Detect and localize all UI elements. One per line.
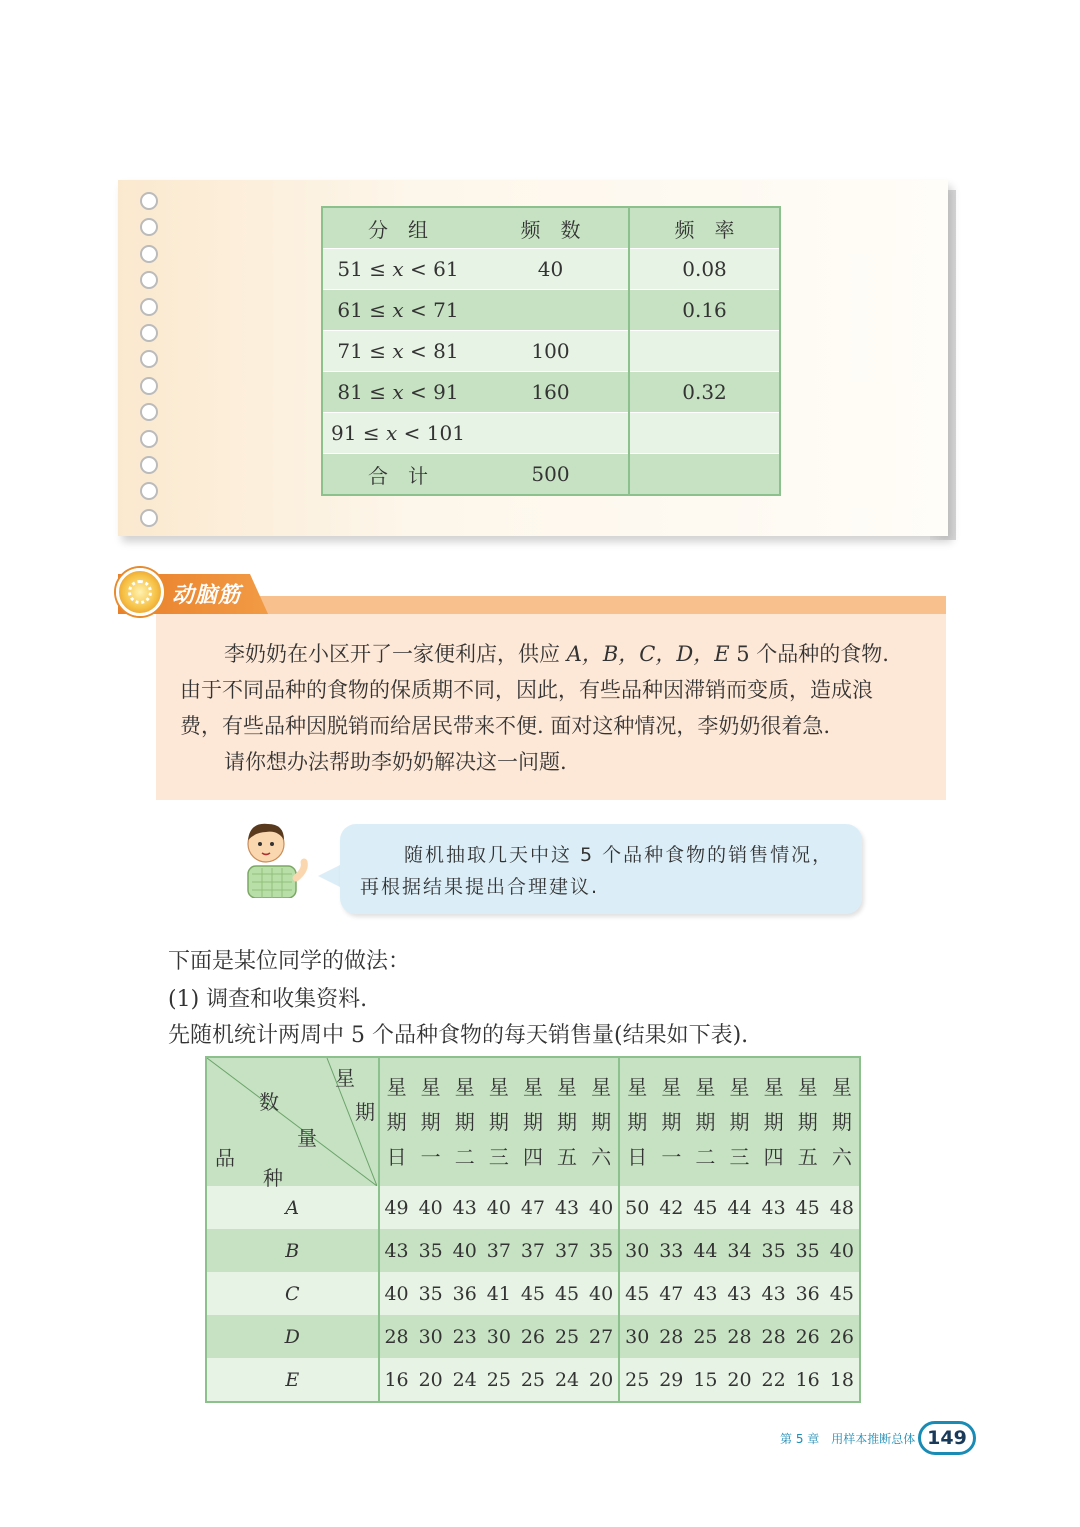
day-header: 星 期 四	[757, 1057, 791, 1186]
sales-value-cell: 15	[688, 1358, 722, 1402]
boy-illustration	[236, 816, 310, 898]
sales-value-cell: 18	[825, 1358, 860, 1402]
count-cell: 100	[473, 331, 629, 372]
day-header: 星 期 二	[448, 1057, 482, 1186]
notebook-ring	[140, 245, 158, 263]
frequency-table	[321, 206, 781, 496]
sales-value-cell: 22	[757, 1358, 791, 1402]
day-header: 星 期 六	[584, 1057, 619, 1186]
day-header: 星 期 日	[379, 1057, 414, 1186]
group-cell: 81 ≤ x < 91	[322, 372, 473, 413]
count-cell	[473, 413, 629, 454]
sales-value-cell: 30	[619, 1315, 654, 1358]
sales-value-cell: 47	[516, 1186, 550, 1229]
sales-value-cell: 36	[448, 1272, 482, 1315]
think-line-1-tail: 5 个品种的食物.	[736, 642, 889, 666]
sales-value-cell: 40	[482, 1186, 516, 1229]
think-vars: A，B，C，D，E	[566, 642, 730, 666]
sales-value-cell: 26	[516, 1315, 550, 1358]
table-row	[322, 413, 780, 454]
sales-value-cell: 20	[722, 1358, 756, 1402]
header-group: 分 组	[322, 207, 473, 249]
sales-value-cell: 42	[654, 1186, 688, 1229]
day-header: 星 期 日	[619, 1057, 654, 1186]
sales-value-cell: 35	[791, 1229, 825, 1272]
sales-value-cell: 24	[550, 1358, 584, 1402]
chapter-footer: 第 5 章 用样本推断总体	[780, 1432, 916, 1446]
sales-value-cell: 28	[757, 1315, 791, 1358]
notebook-ring	[140, 456, 158, 474]
count-cell	[473, 290, 629, 331]
day-header: 星 期 四	[516, 1057, 550, 1186]
notebook-ring	[140, 430, 158, 448]
rate-cell: 0.08	[629, 249, 780, 290]
sales-table	[205, 1056, 861, 1403]
group-cell: 51 ≤ x < 61	[322, 249, 473, 290]
day-header: 星 期 一	[654, 1057, 688, 1186]
sales-value-cell: 30	[619, 1229, 654, 1272]
bubble-line-2: 再根据结果提出合理建议.	[360, 876, 600, 898]
group-cell: 61 ≤ x < 71	[322, 290, 473, 331]
sales-value-cell: 47	[654, 1272, 688, 1315]
table-row	[206, 1229, 860, 1272]
think-line-4: 请你想办法帮助李奶奶解决这一问题.	[224, 750, 567, 774]
notebook-ring	[140, 377, 158, 395]
sales-value-cell: 48	[825, 1186, 860, 1229]
body-line-1: 下面是某位同学的做法：	[168, 949, 411, 974]
sales-value-cell: 35	[757, 1229, 791, 1272]
sales-value-cell: 28	[722, 1315, 756, 1358]
table-row	[322, 372, 780, 413]
sales-value-cell: 25	[516, 1358, 550, 1402]
sales-value-cell: 37	[550, 1229, 584, 1272]
rate-cell: 0.16	[629, 290, 780, 331]
day-header: 星 期 三	[482, 1057, 516, 1186]
notebook-ring	[140, 192, 158, 210]
product-name-cell: C	[206, 1272, 379, 1315]
corner-zhong: 种	[263, 1166, 283, 1190]
sales-value-cell: 25	[688, 1315, 722, 1358]
sales-value-cell: 29	[654, 1358, 688, 1402]
sales-value-cell: 45	[825, 1272, 860, 1315]
sales-value-cell: 49	[379, 1186, 414, 1229]
notebook-ring	[140, 509, 158, 527]
sales-value-cell: 25	[619, 1358, 654, 1402]
sales-value-cell: 45	[688, 1186, 722, 1229]
gear-icon	[116, 568, 164, 616]
sales-value-cell: 16	[379, 1358, 414, 1402]
sales-value-cell: 30	[482, 1315, 516, 1358]
sales-value-cell: 45	[619, 1272, 654, 1315]
product-name-cell: A	[206, 1186, 379, 1229]
sales-value-cell: 45	[791, 1186, 825, 1229]
sales-value-cell: 28	[654, 1315, 688, 1358]
sales-value-cell: 26	[825, 1315, 860, 1358]
table-row	[206, 1186, 860, 1229]
sales-value-cell: 50	[619, 1186, 654, 1229]
sales-value-cell: 23	[448, 1315, 482, 1358]
sales-value-cell: 40	[825, 1229, 860, 1272]
corner-qi: 期	[355, 1100, 375, 1124]
table-row	[322, 290, 780, 331]
sales-value-cell: 40	[414, 1186, 448, 1229]
table-header-row	[322, 207, 780, 249]
count-cell: 40	[473, 249, 629, 290]
sales-value-cell: 40	[448, 1229, 482, 1272]
sales-value-cell: 20	[414, 1358, 448, 1402]
sales-value-cell: 33	[654, 1229, 688, 1272]
product-name-cell: D	[206, 1315, 379, 1358]
table-row	[322, 331, 780, 372]
sales-value-cell: 43	[757, 1272, 791, 1315]
sales-value-cell: 24	[448, 1358, 482, 1402]
sales-value-cell: 45	[516, 1272, 550, 1315]
corner-liang: 量	[297, 1126, 317, 1150]
section-title: 动脑筋	[172, 583, 242, 608]
sales-value-cell: 44	[688, 1229, 722, 1272]
sales-value-cell: 35	[414, 1229, 448, 1272]
sales-value-cell: 43	[722, 1272, 756, 1315]
day-header: 星 期 六	[825, 1057, 860, 1186]
sales-header-row	[206, 1057, 860, 1186]
think-line-3: 费，有些品种因脱销而给居民带来不便. 面对这种情况，李奶奶很着急.	[180, 714, 831, 738]
day-header: 星 期 二	[688, 1057, 722, 1186]
count-cell: 160	[473, 372, 629, 413]
sales-value-cell: 36	[791, 1272, 825, 1315]
total-label: 合 计	[322, 454, 473, 496]
sales-value-cell: 25	[550, 1315, 584, 1358]
rate-cell: 0.32	[629, 372, 780, 413]
total-count: 500	[473, 454, 629, 496]
think-line-2: 由于不同品种的食物的保质期不同，因此，有些品种因滞销而变质，造成浪	[180, 678, 873, 702]
rate-cell	[629, 331, 780, 372]
sales-value-cell: 44	[722, 1186, 756, 1229]
sales-value-cell: 40	[584, 1272, 619, 1315]
table-row	[322, 249, 780, 290]
group-cell: 71 ≤ x < 81	[322, 331, 473, 372]
bubble-line-1: 随机抽取几天中这 5 个品种食物的销售情况，	[404, 844, 834, 866]
day-header: 星 期 三	[722, 1057, 756, 1186]
sales-value-cell: 34	[722, 1229, 756, 1272]
speech-bubble	[340, 824, 862, 914]
sales-value-cell: 43	[379, 1229, 414, 1272]
corner-cell	[206, 1057, 379, 1190]
notebook-ring	[140, 298, 158, 316]
sales-value-cell: 28	[379, 1315, 414, 1358]
sales-value-cell: 43	[757, 1186, 791, 1229]
sales-value-cell: 35	[414, 1272, 448, 1315]
corner-xing: 星	[335, 1066, 355, 1090]
total-row	[322, 454, 780, 496]
sales-value-cell: 45	[550, 1272, 584, 1315]
sales-value-cell: 43	[550, 1186, 584, 1229]
day-header: 星 期 一	[414, 1057, 448, 1186]
day-header: 星 期 五	[550, 1057, 584, 1186]
speech-bubble-tail	[318, 864, 342, 888]
sales-value-cell: 43	[448, 1186, 482, 1229]
header-rate: 频 率	[629, 207, 780, 249]
rate-cell	[629, 413, 780, 454]
notebook-ring	[140, 324, 158, 342]
total-rate	[629, 454, 780, 496]
header-count: 频 数	[473, 207, 629, 249]
body-line-2: (1) 调查和收集资料.	[168, 987, 368, 1012]
table-row	[206, 1315, 860, 1358]
sales-value-cell: 27	[584, 1315, 619, 1358]
day-header: 星 期 五	[791, 1057, 825, 1186]
sales-value-cell: 20	[584, 1358, 619, 1402]
sales-value-cell: 16	[791, 1358, 825, 1402]
think-line-1: 李奶奶在小区开了一家便利店，供应 A，B，C，D，E 5 个品种的食物.	[224, 642, 889, 666]
sales-value-cell: 35	[584, 1229, 619, 1272]
body-line-3: 先随机统计两周中 5 个品种食物的每天销售量(结果如下表).	[168, 1023, 749, 1048]
product-name-cell: E	[206, 1358, 379, 1402]
sales-value-cell: 40	[379, 1272, 414, 1315]
table-row	[206, 1358, 860, 1402]
corner-shu: 数	[259, 1090, 279, 1114]
sales-value-cell: 37	[516, 1229, 550, 1272]
sales-value-cell: 41	[482, 1272, 516, 1315]
sales-value-cell: 26	[791, 1315, 825, 1358]
group-cell: 91 ≤ x < 101	[322, 413, 473, 454]
sales-value-cell: 40	[584, 1186, 619, 1229]
sales-value-cell: 37	[482, 1229, 516, 1272]
sales-value-cell: 30	[414, 1315, 448, 1358]
section-header-bar	[158, 596, 946, 614]
page-number: 149	[918, 1421, 976, 1455]
product-name-cell: B	[206, 1229, 379, 1272]
sales-value-cell: 43	[688, 1272, 722, 1315]
sales-value-cell: 25	[482, 1358, 516, 1402]
table-row	[206, 1272, 860, 1315]
corner-pin: 品	[215, 1146, 235, 1170]
